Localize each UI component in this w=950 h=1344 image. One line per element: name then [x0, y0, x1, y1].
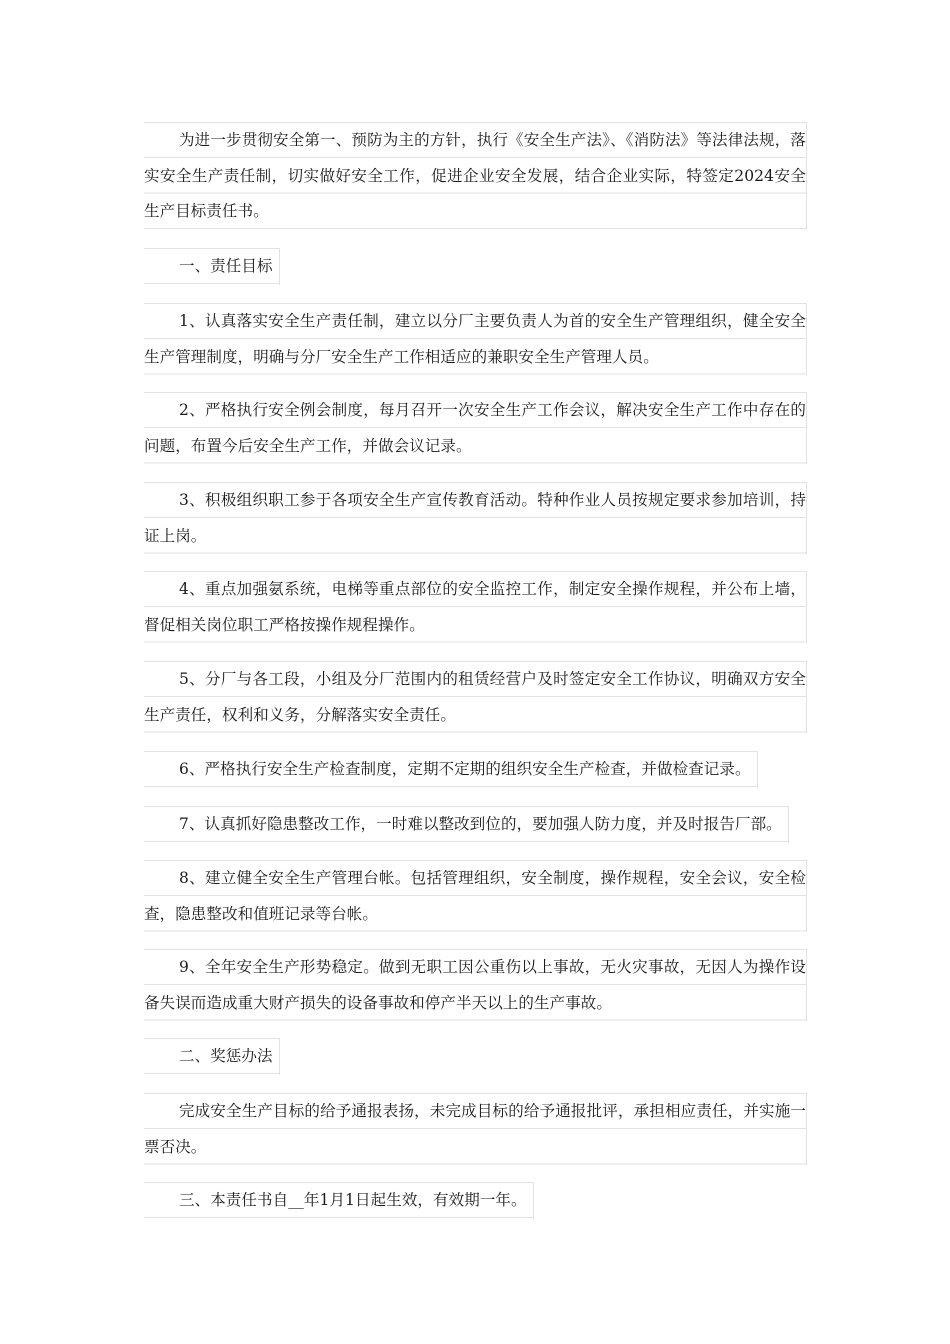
- section-heading-responsibility-goals: 一、责任目标: [144, 248, 280, 285]
- goal-item-2: 2、严格执行安全例会制度，每月召开一次安全生产工作会议，解决安全生产工作中存在的问题，布置今后安全生产工作，并做会议记录。: [144, 392, 807, 464]
- rewards-penalties-paragraph: 完成安全生产目标的给予通报表扬，未完成目标的给予通报批评，承担相应责任，并实施一票否决。: [144, 1093, 807, 1165]
- goal-item-6: 6、严格执行安全生产检查制度，定期不定期的组织安全生产检查，并做检查记录。: [144, 751, 758, 788]
- goal-item-9: 9、全年安全生产形势稳定。做到无职工因公重伤以上事故，无火灾事故，无因人为操作设备失误而造成重大财产损失的设备事故和停产半天以上的生产事故。: [144, 949, 807, 1021]
- goal-item-4: 4、重点加强氨系统，电梯等重点部位的安全监控工作，制定安全操作规程，并公布上墙，督促相关岗位职工严格按操作规程操作。: [144, 571, 807, 643]
- goal-item-5: 5、分厂与各工段，小组及分厂范围内的租赁经营户及时签定安全工作协议，明确双方安全生产责任，权利和义务，分解落实安全责任。: [144, 661, 807, 733]
- section-heading-rewards-penalties: 二、奖惩办法: [144, 1038, 280, 1075]
- goal-item-1: 1、认真落实安全生产责任制，建立以分厂主要负责人为首的安全生产管理组织，健全安全生产管理制度，明确与分厂安全生产工作相适应的兼职安全生产管理人员。: [144, 303, 807, 375]
- goal-item-7: 7、认真抓好隐患整改工作，一时难以整改到位的，要加强人防力度，并及时报告厂部。: [144, 806, 789, 843]
- intro-paragraph: 为进一步贯彻安全第一、预防为主的方针，执行《安全生产法》、《消防法》等法律法规，落实安全生产责任制，切实做好安全工作，促进企业安全发展，结合企业实际，特签定2024安全生产目标责任书。: [144, 122, 807, 230]
- goal-item-3: 3、积极组织职工参于各项安全生产宣传教育活动。特种作业人员按规定要求参加培训，持证上岗。: [144, 482, 807, 554]
- effective-date-paragraph: 三、本责任书自__年1月1日起生效，有效期一年。: [144, 1182, 534, 1219]
- goal-item-8: 8、建立健全安全生产管理台帐。包括管理组织，安全制度，操作规程，安全会议，安全检查，隐患整改和值班记录等台帐。: [144, 860, 807, 932]
